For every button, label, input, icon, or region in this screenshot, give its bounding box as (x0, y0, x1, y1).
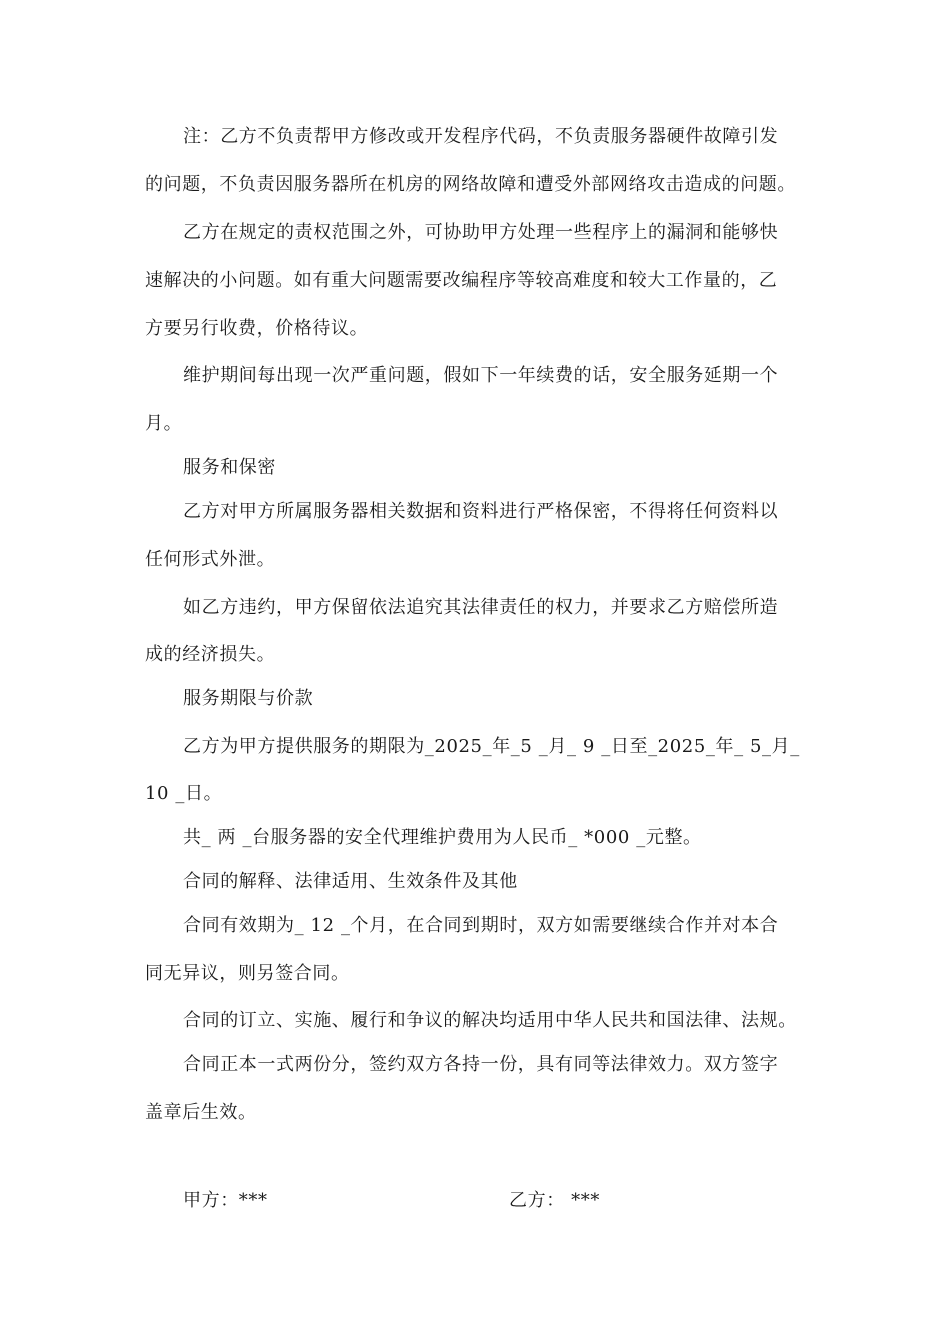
section-heading: 服务期限与价款 (183, 688, 314, 709)
text-line: 乙方为甲方提供服务的期限为_2025_年_5 _月_ 9 _日至_2025_年_ 5_月_ (183, 736, 800, 757)
text-line: 如乙方违约，甲方保留依法追究其法律责任的权力，并要求乙方赔偿所造 (183, 597, 779, 618)
text-line: 注：乙方不负责帮甲方修改或开发程序代码，不负责服务器硬件故障引发 (183, 126, 779, 147)
party-a-signature: 甲方：*** (183, 1190, 268, 1211)
text-line: 维护期间每出现一次严重问题，假如下一年续费的话，安全服务延期一个 (183, 365, 779, 386)
text-line: 乙方对甲方所属服务器相关数据和资料进行严格保密，不得将任何资料以 (183, 501, 779, 522)
section-heading: 合同的解释、法律适用、生效条件及其他 (183, 871, 518, 892)
text-line: 合同正本一式两份分，签约双方各持一份，具有同等法律效力。双方签字 (183, 1054, 779, 1075)
text-line: 方要另行收费，价格待议。 (145, 318, 369, 339)
text-line: 共_ 两 _台服务器的安全代理维护费用为人民币_ *000 _元整。 (183, 827, 702, 848)
text-line: 合同有效期为_ 12 _个月，在合同到期时，双方如需要继续合作并对本合 (183, 915, 779, 936)
text-line: 同无异议，则另签合同。 (145, 963, 350, 984)
text-line: 成的经济损失。 (145, 644, 276, 665)
text-line: 10 _日。 (145, 783, 223, 804)
party-b-signature: 乙方： *** (509, 1190, 600, 1211)
text-line: 合同的订立、实施、履行和争议的解决均适用中华人民共和国法律、法规。 (183, 1010, 797, 1031)
text-line: 任何形式外泄。 (145, 549, 276, 570)
text-line: 的问题，不负责因服务器所在机房的网络故障和遭受外部网络攻击造成的问题。 (145, 174, 796, 195)
section-heading: 服务和保密 (183, 457, 276, 478)
text-line: 盖章后生效。 (145, 1102, 257, 1123)
text-line: 月。 (145, 413, 183, 434)
text-line: 速解决的小问题。如有重大问题需要改编程序等较高难度和较大工作量的，乙 (145, 270, 778, 291)
text-line: 乙方在规定的责权范围之外，可协助甲方处理一些程序上的漏洞和能够快 (183, 222, 779, 243)
